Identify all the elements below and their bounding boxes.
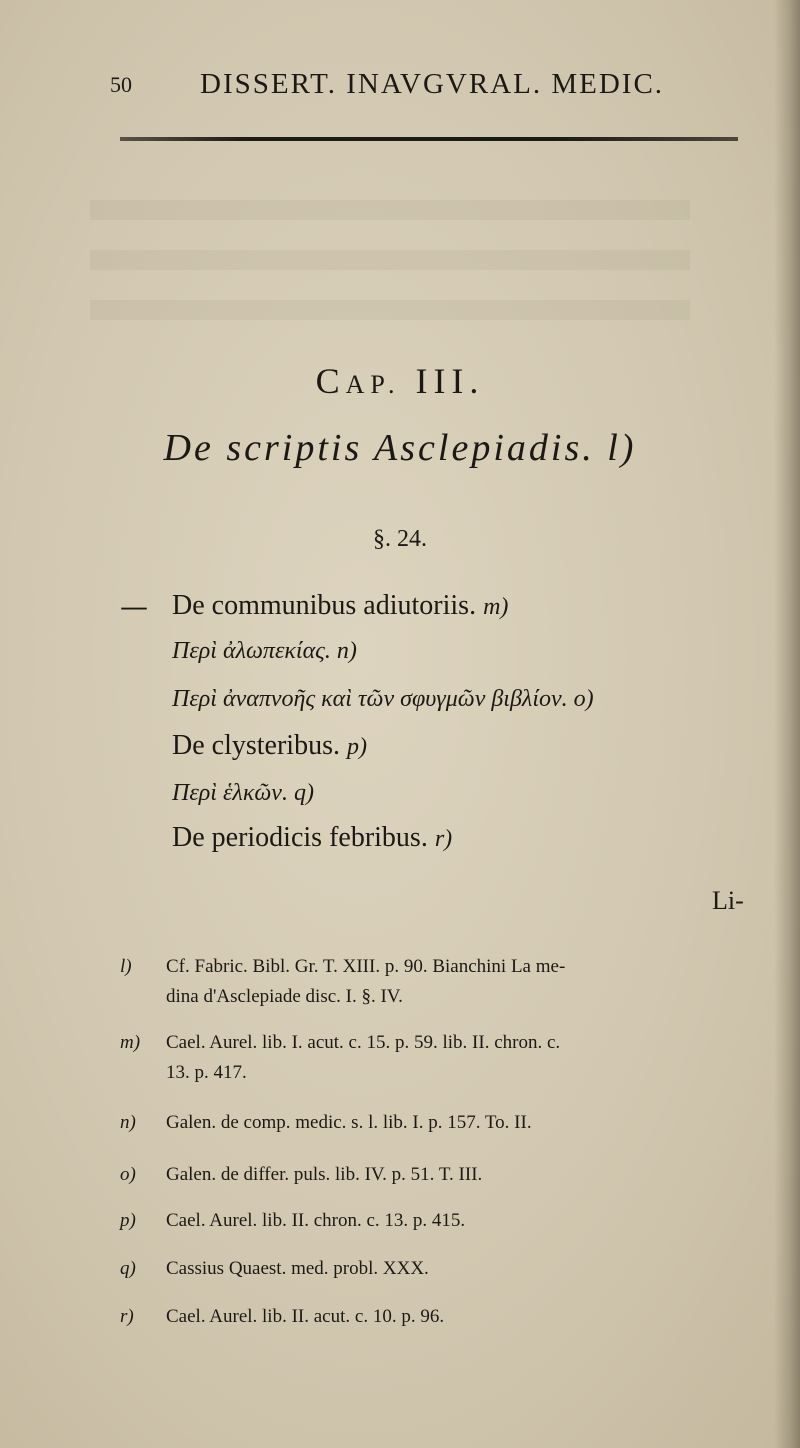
dash-mark: — xyxy=(120,590,148,623)
work-title: Περὶ ἀναπνοῆς καὶ τῶν σφυγμῶν βιβλίον. xyxy=(172,686,568,712)
footnote xyxy=(120,1302,770,1332)
work-title: De clysteribus. xyxy=(172,730,340,761)
footnote-continuation: dina d'Asclepiade disc. I. §. IV. xyxy=(166,986,403,1007)
footnote-mark: n) xyxy=(120,1112,136,1133)
footnote-text: Galen. de differ. puls. lib. IV. p. 51. T. III. xyxy=(166,1164,483,1185)
footnote xyxy=(120,1028,770,1088)
work-title: Περὶ ἀλωπεκίας. xyxy=(172,638,331,664)
chapter-label-prefix: C xyxy=(315,361,346,401)
footnote-mark: p) xyxy=(120,1210,136,1231)
page-number: 50 xyxy=(110,72,132,97)
footnote-text: Cael. Aurel. lib. II. acut. c. 10. p. 96. xyxy=(166,1306,445,1327)
catchword: Li- xyxy=(712,886,744,915)
footnote-ref: r) xyxy=(434,826,453,852)
footnote-text: Cf. Fabric. Bibl. Gr. T. XIII. p. 90. Bianchini La me- xyxy=(166,956,566,977)
work-item xyxy=(172,638,357,665)
footnote-text: Cassius Quaest. med. probl. XXX. xyxy=(166,1258,429,1279)
footnote-text: Cael. Aurel. lib. II. chron. c. 13. p. 415. xyxy=(166,1210,466,1231)
bleed-through-text xyxy=(90,250,690,270)
footnote-mark: r) xyxy=(120,1306,134,1327)
work-item xyxy=(172,822,452,854)
footnote-ref: n) xyxy=(336,638,357,664)
footnote-continuation: 13. p. 417. xyxy=(166,1062,247,1083)
footnote-ref: o) xyxy=(573,686,594,712)
work-title: De communibus adiutoriis. xyxy=(172,590,477,621)
book-spine-shadow xyxy=(774,0,800,1448)
footnote xyxy=(120,1160,770,1190)
chapter-numeral: III. xyxy=(415,361,485,401)
footnote-mark: l) xyxy=(120,956,132,977)
header-rule xyxy=(120,137,738,141)
work-item xyxy=(172,730,367,762)
work-title: Περὶ ἑλκῶν. xyxy=(172,780,288,806)
footnote xyxy=(120,1206,770,1236)
section-number: §. 24. xyxy=(373,526,427,552)
bleed-through-text xyxy=(90,300,690,320)
footnote xyxy=(120,1254,770,1284)
work-item xyxy=(172,686,594,713)
footnote xyxy=(120,1108,770,1138)
footnote-ref: m) xyxy=(483,594,509,620)
footnote-mark: m) xyxy=(120,1032,141,1053)
footnote-text: Galen. de comp. medic. s. l. lib. I. p. 157. To. II. xyxy=(166,1112,532,1133)
work-item xyxy=(172,780,314,807)
footnote-text: Cael. Aurel. lib. I. acut. c. 15. p. 59. lib. II. chron. c. xyxy=(166,1032,561,1053)
footnote-mark: q) xyxy=(120,1258,136,1279)
footnote-ref: q) xyxy=(293,780,314,806)
chapter-label-rest: AP. xyxy=(345,370,401,399)
footnote xyxy=(120,952,770,1012)
running-title: DISSERT. INAVGVRAL. MEDIC. xyxy=(200,68,665,100)
footnote-ref: p) xyxy=(346,734,367,760)
work-item xyxy=(172,590,508,622)
bleed-through-text xyxy=(90,200,690,220)
chapter-title: De scriptis Asclepiadis. l) xyxy=(163,427,637,469)
footnote-mark: o) xyxy=(120,1164,136,1185)
work-title: De periodicis febribus. xyxy=(172,822,428,853)
chapter-heading xyxy=(0,360,800,402)
